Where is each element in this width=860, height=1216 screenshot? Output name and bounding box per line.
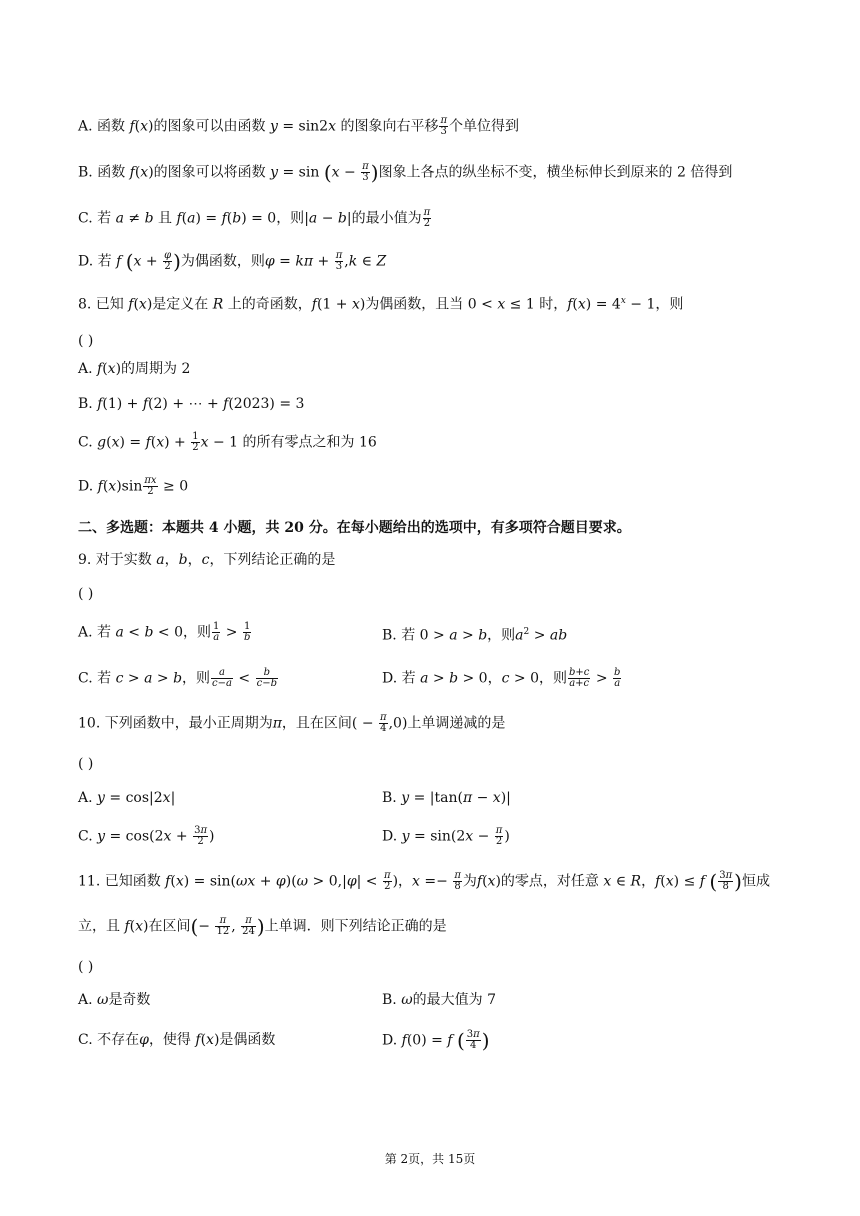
q9-option-c[interactable]: C. 若 c > a > b，则 $\frac{a}{c-a}$ < $\frac{b}{c-b}$ [78, 667, 278, 689]
q10-stem: 10. 下列函数中，最小正周期为π，且在区间( − $\frac{\pi}{4}$ ,0)上单调递减的是 [78, 712, 506, 734]
q9-stem: 9. 对于实数 a，b，c，下列结论正确的是 [78, 552, 336, 568]
q9-option-d[interactable]: D. 若 a > b > 0，c > 0，则 $\frac{b+c}{a+c}$ > $\frac{b}{a}$ [382, 667, 621, 689]
q7-option-b[interactable]: B. 函数 f(x)的图象可以将函数 y = sin (x − $\frac{\pi}{3}$ )图象上各点的纵坐标不变，横坐标伸长到原来的 2 倍得到 [78, 160, 733, 185]
q11-option-c[interactable]: C. 不存在φ，使得 f(x)是偶函数 [78, 1032, 276, 1048]
q8-stem: 8. 已知 f(x)是定义在 R 上的奇函数，f(1 + x)为偶函数，且当 0 < x ≤ 1 时，$f(x) = 4^x - 1$，则 [78, 296, 684, 313]
q7-option-d[interactable]: D. 若 f (x + $\frac{\varphi}{2}$ )为偶函数，则φ = kπ + $\frac{\pi}{3}$ ,k ∈ Z [78, 249, 387, 274]
q10-option-c[interactable]: C. y = cos(2x + $\frac{3\pi}{2}$ ) [78, 825, 215, 847]
q8-option-a[interactable]: A. f(x)的周期为 2 [78, 361, 191, 377]
q8-option-d[interactable]: D. f(x)sin $\frac{\pi x}{2}$ ≥ 0 [78, 475, 189, 497]
q10-option-a[interactable]: A. y = cos|2x| [78, 790, 176, 806]
page-footer: 第 2页，共 15页 [384, 1152, 476, 1166]
q8-option-b[interactable]: B. f(1) + f(2) + ⋯ + f(2023) = 3 [78, 396, 305, 412]
q10-option-b[interactable]: B. y = |tan(π − x)| [382, 790, 511, 806]
q11-option-d[interactable]: D. f(0) = f ( $\frac{3\pi}{4}$ ) [382, 1028, 490, 1053]
section-heading: 二、多选题：本题共 4 小题，共 20 分。在每小题给出的选项中，有多项符合题目要求。 [78, 520, 631, 536]
q11-option-a[interactable]: A. ω是奇数 [78, 992, 151, 1008]
q10-option-d[interactable]: D. y = sin(2x − $\frac{\pi}{2}$ ) [382, 825, 510, 847]
q7-option-c[interactable]: C. 若 a ≠ b 且 f(a) = f(b) = 0，则|a − b|的最小值为 $\frac{\pi}{2}$ [78, 207, 431, 229]
q11-stem: 11. 已知函数 f(x) = sin(ωx + φ)(ω > 0,|φ| < $\frac{\pi}{2}$ )，x =− $\frac{\pi}{8}$ 为f(x)的零点，对任意 x ∈ R，f(x) ≤ f ( $\frac{3\pi}{8}$ )恒成 [78, 869, 770, 894]
q9-option-b[interactable]: B. 若 0 > a > b，则$a^2$ > ab [382, 627, 568, 644]
q8-answer-paren: ( ) [78, 333, 94, 349]
q9-option-a[interactable]: A. 若 a < b < 0，则 $\frac{1}{a}$ > $\frac{1}{b}$ [78, 621, 251, 643]
q9-answer-paren: ( ) [78, 586, 94, 602]
q11-option-b[interactable]: B. ω的最大值为 7 [382, 992, 496, 1008]
q11-stem-line2: 立，且 f(x)在区间(− $\frac{\pi}{12}$ , $\frac{\pi}{24}$ )上单调．则下列结论正确的是 [78, 914, 447, 939]
q7-option-a[interactable]: A. 函数 f(x)的图象可以由函数 y = sin2x 的图象向右平移 $\frac{\pi}{3}$ 个单位得到 [78, 115, 520, 137]
q11-answer-paren: ( ) [78, 959, 94, 975]
q8-option-c[interactable]: C. g(x) = f(x) + $\frac{1}{2}$ x − 1 的所有零点之和为 16 [78, 431, 377, 453]
q10-answer-paren: ( ) [78, 756, 94, 772]
